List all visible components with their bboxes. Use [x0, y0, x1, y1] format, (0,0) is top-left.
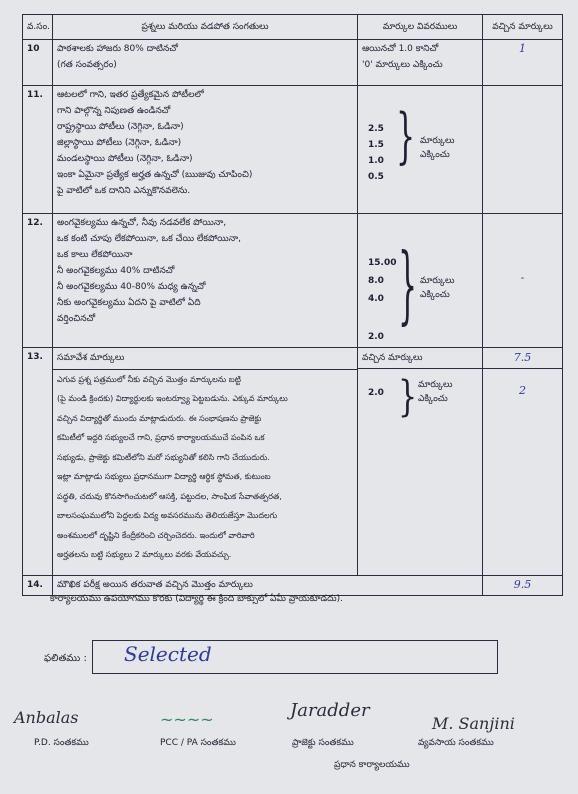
row-number: 11.	[23, 86, 53, 214]
question-line: రాష్ట్రస్థాయి పోటీలు (నెగ్గినా, ఓడినా)	[57, 122, 184, 132]
curly-brace-icon: }	[396, 102, 416, 172]
question-line: అర్హతలను బట్టి సభ్యులు 2 మార్కులు వరకు వేయవచ్చు.	[57, 550, 232, 559]
question-line: జిల్లాస్థాయి పోటీలు (నెగ్గినా, ఓడినా)	[57, 138, 182, 148]
row-number: 13.	[23, 348, 53, 576]
marks-obtained	[483, 86, 563, 214]
office-use-note: కార్యాలయము ఉపయోగము కొరకు (విద్యార్థి ఈ క్రింది బాక్సులో ఏమీ వ్రాయకూడదు).	[50, 594, 343, 604]
result-handwriting: Selected	[124, 642, 212, 666]
question-line: ఇట్లా మాట్లాడు సభ్యులు ప్రధానముగా విద్యార్థి ఆర్థిక స్థోమత, కుటుంబ	[57, 472, 271, 481]
row-question: మౌఖిక పరీక్ష అయిన తరువాత వచ్చిన మొత్తం మార్కులు	[53, 576, 483, 596]
question-line: ఇంకా ఏమైనా ప్రత్యేక అర్హత ఉన్నచో (ఋజువు చూపించి)	[57, 170, 253, 180]
marks-value: 2.0	[368, 388, 384, 398]
question-line: వచ్చిన విద్యార్థితో ముందు మాట్లాడుదురు. ఈ సంభాషణను ప్రాజెక్టు	[57, 413, 262, 423]
curly-brace-icon: }	[398, 237, 418, 336]
question-line: అంశములలో దృష్టిని కేంద్రీకరించి చర్చించెదరు. ఇందులో వారివారి	[57, 530, 255, 540]
head-office-label: ప్రధాన కార్యాలయము	[334, 760, 410, 770]
question-line: సభ్యుడు, ప్రాజెక్టు కమిటీలోని మరో సభ్యునితో కలిసి గాని చేయుదురు.	[57, 452, 270, 462]
pd-signature-mark: Anbalas	[14, 708, 79, 727]
marks-label: ఎక్కించు	[420, 290, 450, 300]
question-line: పాఠశాలకు హాజరు 80% దాటినచో	[57, 44, 178, 54]
marks-value: 0.5	[368, 172, 384, 182]
table-row	[23, 214, 563, 348]
marks-label: మార్కులు	[420, 136, 455, 146]
marks-obtained-total: 7.5	[483, 348, 562, 369]
pcc-signature-mark: ~~~~	[160, 710, 214, 729]
table-row	[23, 576, 563, 596]
curly-brace-icon: }	[398, 372, 418, 422]
marks-line: '0' మార్కులు ఎక్కించు	[362, 60, 443, 70]
marks-heading: వచ్చిన మార్కులు	[358, 348, 482, 369]
row-marks	[358, 40, 483, 86]
marks-value: 2.0	[368, 332, 384, 342]
marks-obtained: 9.5	[483, 576, 563, 596]
marks-obtained: 1	[483, 40, 563, 86]
question-line: పై వాటిలో ఒక దానిని ఎన్నుకొనవలెను.	[57, 186, 191, 196]
question-line: వర్తించినచో	[57, 314, 96, 324]
pcc-signature-label: PCC / PA సంతకము	[160, 738, 236, 748]
table-row	[23, 40, 563, 86]
marks-line: ఆయినచో 1.0 కానిచో	[362, 44, 439, 54]
question-line: అంగవైకల్యము ఉన్నచో, నీవు నడవలేక పోయినా,	[57, 218, 227, 228]
marks-value: 2.5	[368, 124, 384, 134]
row-number: 12.	[23, 214, 53, 348]
project-signature-label: ప్రాజెక్టు సంతకము	[292, 738, 354, 748]
question-line: గాని పాల్గొన్న నిపుణత ఉండినచో	[57, 106, 171, 116]
header-questions: ప్రశ్నలు మరియు వడపోత సంగతులు	[53, 15, 358, 40]
question-line: నీకు అంగవైకల్యము ఏదని పై వాటిలో ఏది	[57, 298, 201, 308]
row-marks	[358, 348, 483, 576]
question-line: నీ అంగవైకల్యము 40% దాటినచో	[57, 266, 175, 276]
question-line: మండలస్థాయి పోటీలు (నెగ్గినా, ఓడినా)	[57, 154, 193, 164]
marks-value: 15.00	[368, 258, 397, 268]
marks-table	[22, 14, 563, 596]
question-line: పద్ధతి, చదువు కొనసాగించుటలో ఆసక్తి, పట్టుదల, సాంఘిక సేవాతత్పరత,	[57, 491, 282, 501]
row-question	[53, 214, 358, 348]
marks-label: మార్కులు	[420, 276, 455, 286]
question-line: ఒక కాలు లేకపోయినా	[57, 250, 133, 260]
pd-signature-label: P.D. సంతకము	[34, 738, 89, 748]
question-line: నీ అంగవైకల్యము 40-80% మధ్య ఉన్నచో	[57, 282, 206, 292]
marks-obtained: 2	[519, 384, 526, 397]
marks-label: మార్కులు	[418, 380, 453, 390]
marks-obtained: -	[483, 214, 563, 348]
question-line: బాలసంఘములోని పెద్దలకు విద్య అవసరమును తెలియజేస్తూ మొదలగు	[57, 511, 278, 520]
agri-signature-label: వ్యవసాయ సంతకము	[418, 738, 494, 748]
question-line: ఆటలలో గాని, ఇతర ప్రత్యేకమైన పోటీలలో	[57, 90, 204, 100]
marks-obtained-cell	[483, 348, 563, 576]
result-label: ఫలితము :	[44, 653, 87, 664]
row-marks	[358, 86, 483, 214]
question-line: ఎగువ ప్రశ్న పత్రములో నీకు వచ్చిన మొత్తం మార్కులను బట్టి	[57, 374, 241, 384]
question-line: (పై మండి క్రిందకు) విద్యార్థులకు ఇంటర్వ్యూ పెట్టబడును. ఎక్కువ మార్కులు	[57, 394, 288, 403]
question-line: (గత సంవత్సరం)	[57, 60, 117, 70]
header-marks-obtained: వచ్చిన మార్కులు	[483, 15, 563, 40]
row-number: 10	[23, 40, 53, 86]
marks-value: 1.5	[368, 140, 384, 150]
header-marks-details: మార్కుల వివరములు	[358, 15, 483, 40]
question-line: కమిటీలో ఇద్దరి సభ్యులచే గాని, ప్రధాన కార్యాలయముచే పంపిన ఒక	[57, 433, 265, 442]
row-number: 14.	[23, 576, 53, 596]
table-row	[23, 348, 563, 576]
table-row	[23, 86, 563, 214]
question-line: ఒక కంటి చూపు లేకపోయినా, ఒక చేయి లేకపోయినా,	[57, 234, 241, 244]
marks-value: 8.0	[368, 276, 384, 286]
row-question	[53, 40, 358, 86]
header-serial: వ.సం.	[23, 15, 53, 40]
marks-value: 4.0	[368, 294, 384, 304]
row-marks	[358, 214, 483, 348]
row-question	[53, 348, 358, 576]
table-header-row	[23, 15, 563, 40]
agri-signature-mark: M. Sanjini	[432, 714, 515, 733]
marks-label: ఎక్కించు	[420, 150, 450, 160]
marks-value: 1.0	[368, 156, 384, 166]
question-heading: సమావేశ మార్కులు	[53, 349, 357, 370]
project-signature-mark: Jaradder	[290, 700, 370, 721]
marks-label: ఎక్కించు	[418, 394, 448, 404]
row-question	[53, 86, 358, 214]
